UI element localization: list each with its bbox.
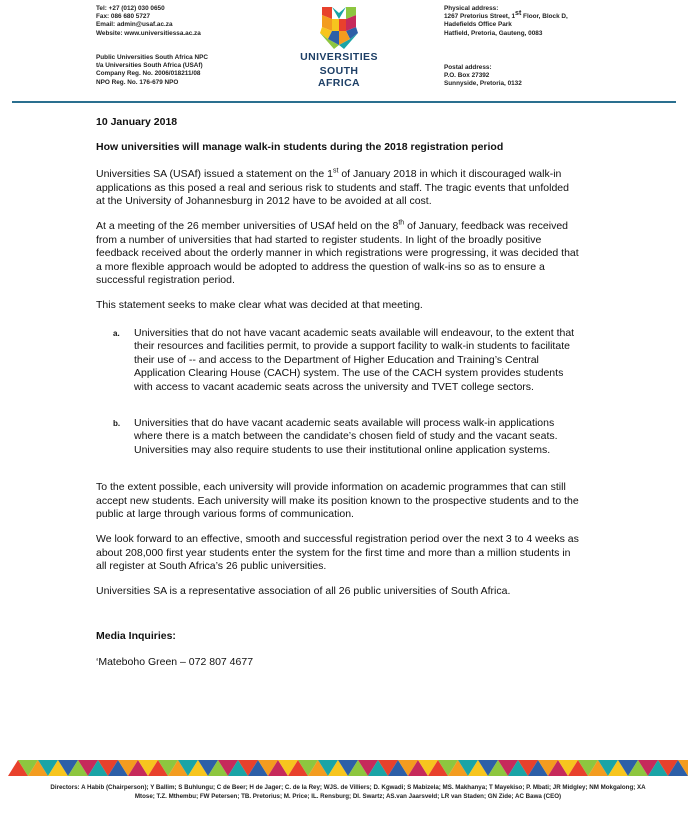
- logo-line-2: SOUTH AFRICA: [317, 65, 361, 89]
- media-contact: ‘Mateboho Green – 072 807 4677: [96, 656, 254, 669]
- list-marker: b.: [113, 418, 121, 428]
- document-body: [96, 116, 580, 670]
- postal-address-block: [444, 64, 522, 89]
- paragraph-6: Universities SA is a representative association of all 26 public universities of South Africa.: [96, 584, 511, 597]
- decorative-border: [8, 760, 688, 776]
- postal-address-line: P.O. Box 27392: [444, 72, 490, 80]
- header-divider: [12, 101, 676, 103]
- usaf-logo-mark: [308, 5, 370, 49]
- physical-address-line: Hatfield, Pretoria, Gauteng, 0083: [444, 29, 543, 37]
- usaf-logo: [298, 5, 380, 89]
- physical-address-label: Physical address:: [444, 5, 499, 12]
- list-marker: a.: [113, 328, 120, 338]
- decision-list: [96, 327, 580, 458]
- registration-line: NPO Reg. No. 176-679 NPO: [96, 78, 179, 86]
- list-item-text: Universities that do have vacant academic seats available will process walk-in applications where there is a match between the candidate’s chosen field of study and the vacant seats. Universities may also require students to use their institutional online application systems.: [134, 416, 558, 456]
- paragraph-2: At a meeting of the 26 member universities of USAf held on the 8th of January, feedback was received from a number of universities that had started to register students. In light of the broadly positive feedback received about the orderly manner in which registrations were progressing, it was decided that a more flexible approach would be adopted to address the question of walk-ins so as to ensure a successful registration period.: [96, 219, 579, 287]
- website-text: Website: www.universitiessa.ac.za: [96, 29, 201, 37]
- document-title: How universities will manage walk-in students during the 2018 registration period: [96, 140, 504, 153]
- postal-address-label: Postal address:: [444, 64, 492, 71]
- list-item: [96, 417, 580, 458]
- registration-line: t/a Universities South Africa (USAf): [96, 62, 203, 70]
- registration-block: [96, 54, 208, 87]
- postal-address-line: Sunnyside, Pretoria, 0132: [444, 80, 522, 88]
- logo-line-1: UNIVERSITIES: [300, 51, 378, 63]
- list-item: [96, 327, 580, 395]
- paragraph-5: We look forward to an effective, smooth and successful registration period over the next 3 to 4 weeks as about 208,000 first year students enter the system for the first time and more than a million students in all register at South Africa’s 26 public universities.: [96, 533, 579, 573]
- paragraph-4: To the extent possible, each university will provide information on academic programmes that can still accept new students. Each university will make its position known to the prospective students and to the public at large through various forms of communication.: [96, 481, 579, 521]
- physical-address-line: 1267 Pretorius Street, 1st Floor, Block D,: [444, 10, 568, 21]
- paragraph-3: This statement seeks to make clear what was decided at that meeting.: [96, 298, 423, 311]
- paragraph-1: Universities SA (USAf) issued a statement on the 1st of January 2018 in which it discouraged walk-in applications as this posed a real and serious risk to students and staff. The tragic events that unfolded at the University of Johannesburg in 2012 have to be avoided at all cost.: [96, 167, 569, 208]
- fax-text: Fax: 086 680 5727: [96, 13, 151, 21]
- tel-text: Tel: +27 (012) 030 0650: [96, 5, 165, 12]
- document-date: 10 January 2018: [96, 116, 178, 128]
- physical-address-line: Hadefields Office Park: [444, 21, 512, 29]
- registration-line: Public Universities South Africa NPC: [96, 54, 208, 61]
- media-heading: Media Inquiries:: [96, 630, 176, 643]
- registration-line: Company Reg. No. 2006/018211/08: [96, 70, 201, 78]
- email-text: Email: admin@usaf.ac.za: [96, 21, 173, 29]
- physical-address-block: [444, 5, 568, 38]
- directors-list: Directors: A Habib (Chairperson); Y Ballim; S Buhlungu; C de Beer; H de Jager; C. de la Rey; WJS. de Villiers; D. Kgwadi; S Mabizela; MS. Makhanya; T Mayekiso; P. Mbati; JR Midgley; NM Mokgalong; XA Mtose; T.Z. Mthembu; FW Petersen; TB. Pretorius; M. Price; IL. Rensburg; DI. Swartz; AS.van Jaarsveld; LR van Staden; GN Zide; AC Bawa (CEO): [50, 784, 646, 800]
- list-item-text: Universities that do not have vacant academic seats available will endeavour, to the extent that their resources and facilities permit, to provide a support facility to walk-in students to facilitate their use of -- and access to the Department of Higher Education and Training’s Central Application Clearing House (CACH) system. The use of the CACH system provides students with access to vacant academic seats across the university and TVET college sectors.: [134, 326, 575, 393]
- contact-block: [96, 5, 201, 38]
